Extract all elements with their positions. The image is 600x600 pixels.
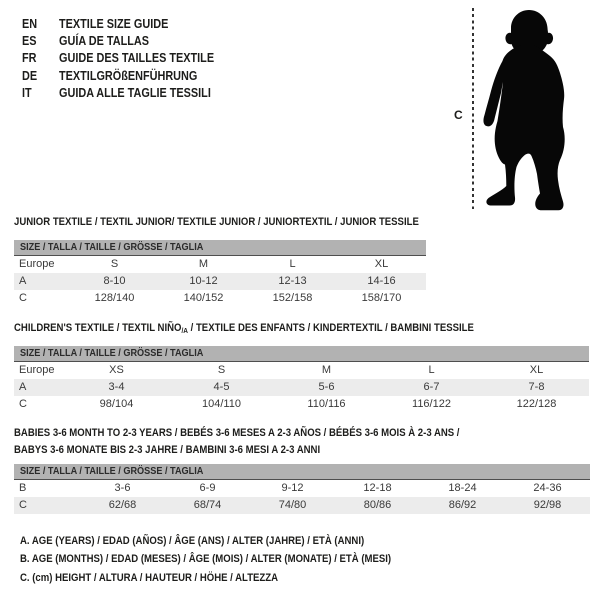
- footnote-line: A. AGE (YEARS) / EDAD (AÑOS) / ÂGE (ANS) / ALTER (JAHRE) / ETÀ (ANNI): [20, 535, 365, 547]
- value-cell: 62/68: [108, 499, 137, 511]
- value-cell: 8-10: [103, 275, 126, 287]
- value-cell: 140/152: [183, 292, 224, 304]
- baby-silhouette-icon: [477, 4, 579, 214]
- language-title-list: [22, 15, 237, 102]
- value-cell: 158/170: [361, 292, 402, 304]
- babies-size-table: [14, 480, 590, 514]
- children-section-title: CHILDREN'S TEXTILE / TEXTIL $NIÑO_{/A}$ / TEXTILE DES ENFANTS / KINDERTEXTIL / BAMBINI TESSILE: [14, 322, 474, 335]
- value-cell: 7-8: [528, 381, 545, 393]
- table-row: [14, 256, 426, 273]
- language-row: [22, 85, 237, 102]
- value-cell: L: [428, 364, 435, 376]
- value-cell: 12-13: [278, 275, 307, 287]
- value-cell: 4-5: [213, 381, 230, 393]
- language-guide-title: GUÍA DE TALLAS: [59, 34, 150, 49]
- table-row: [14, 497, 590, 514]
- value-cell: 122/128: [516, 398, 557, 410]
- value-cell: 104/110: [202, 398, 241, 410]
- value-cell: M: [198, 258, 209, 270]
- row-label-cell: Europe: [19, 258, 55, 270]
- value-cell: 3-4: [108, 381, 125, 393]
- junior-size-table: [14, 256, 426, 307]
- language-code: DE: [22, 68, 38, 83]
- row-label-cell: C: [19, 292, 27, 304]
- language-code: FR: [22, 51, 37, 66]
- row-label-cell: A: [19, 275, 27, 287]
- language-guide-title: GUIDA ALLE TAGLIE TESSILI: [59, 86, 211, 101]
- value-cell: 110/116: [307, 398, 346, 410]
- height-label-c: C: [454, 108, 463, 122]
- children-size-table: [14, 362, 589, 413]
- row-label-cell: B: [19, 482, 27, 494]
- value-cell: XS: [109, 364, 124, 376]
- value-cell: 18-24: [448, 482, 477, 494]
- row-label-cell: A: [19, 381, 27, 393]
- babies-section-title: BABIES 3-6 MONTH TO 2-3 YEARS / BEBÉS 3-6 MESES A 2-3 AÑOS / BÉBÉS 3-6 MOIS À 2-3 ANS / BABYS 3-6 MONATE BIS 2-3 JAHRE / BAMBINI 3-6 MESI A 2-3 ANNI: [14, 427, 460, 456]
- table-row: [14, 362, 589, 379]
- value-cell: S: [217, 364, 226, 376]
- table-row: [14, 396, 589, 413]
- value-cell: 98/104: [99, 398, 134, 410]
- height-dotted-line: [472, 8, 474, 209]
- language-row: [22, 50, 237, 67]
- value-cell: XL: [529, 364, 544, 376]
- row-label-cell: Europe: [19, 364, 55, 376]
- value-cell: 24-36: [533, 482, 562, 494]
- language-guide-title: GUIDE DES TAILLES TEXTILE: [59, 51, 215, 66]
- table-row: [14, 379, 589, 396]
- table-row: [14, 273, 426, 290]
- value-cell: M: [321, 364, 332, 376]
- language-code: ES: [22, 34, 37, 49]
- value-cell: 116/122: [412, 398, 451, 410]
- value-cell: 14-16: [367, 275, 396, 287]
- value-cell: XL: [374, 258, 389, 270]
- value-cell: 152/158: [272, 292, 313, 304]
- value-cell: 3-6: [114, 482, 131, 494]
- value-cell: 86/92: [448, 499, 477, 511]
- table-row: [14, 480, 590, 497]
- language-guide-title: TEXTILGRÖßENFÜHRUNG: [59, 68, 198, 83]
- value-cell: 128/140: [94, 292, 135, 304]
- value-cell: 6-9: [199, 482, 216, 494]
- language-code: EN: [22, 16, 38, 31]
- subscript-a: /A: [181, 326, 188, 335]
- measurement-footnotes: [20, 535, 447, 590]
- value-cell: 10-12: [189, 275, 218, 287]
- value-cell: 9-12: [281, 482, 304, 494]
- value-cell: 74/80: [278, 499, 307, 511]
- value-cell: S: [110, 258, 119, 270]
- value-cell: 12-18: [363, 482, 392, 494]
- language-row: [22, 15, 237, 32]
- footnote-line: B. AGE (MONTHS) / EDAD (MESES) / ÂGE (MOIS) / ALTER (MONATE) / ETÀ (MESI): [20, 553, 392, 566]
- babies-size-header-bar: SIZE / TALLA / TAILLE / GRÖSSE / TAGLIA: [14, 464, 590, 480]
- row-label-cell: C: [19, 499, 27, 511]
- value-cell: 80/86: [363, 499, 392, 511]
- footnote-line: C. (cm) HEIGHT / ALTURA / HAUTEUR / HÖHE / ALTEZZA: [20, 571, 279, 584]
- junior-size-header-bar: SIZE / TALLA / TAILLE / GRÖSSE / TAGLIA: [14, 240, 426, 256]
- value-cell: 6-7: [423, 381, 440, 393]
- table-row: [14, 290, 426, 307]
- language-code: IT: [22, 86, 32, 101]
- children-size-header-bar: SIZE / TALLA / TAILLE / GRÖSSE / TAGLIA: [14, 346, 589, 362]
- junior-section-title: JUNIOR TEXTILE / TEXTIL JUNIOR/ TEXTILE JUNIOR / JUNIORTEXTIL / JUNIOR TESSILE: [14, 216, 419, 228]
- language-row: [22, 32, 237, 49]
- value-cell: 5-6: [318, 381, 335, 393]
- language-row: [22, 67, 237, 84]
- value-cell: 92/98: [533, 499, 562, 511]
- row-label-cell: C: [19, 398, 27, 410]
- value-cell: 68/74: [193, 499, 222, 511]
- value-cell: L: [289, 258, 296, 270]
- language-guide-title: TEXTILE SIZE GUIDE: [59, 16, 169, 31]
